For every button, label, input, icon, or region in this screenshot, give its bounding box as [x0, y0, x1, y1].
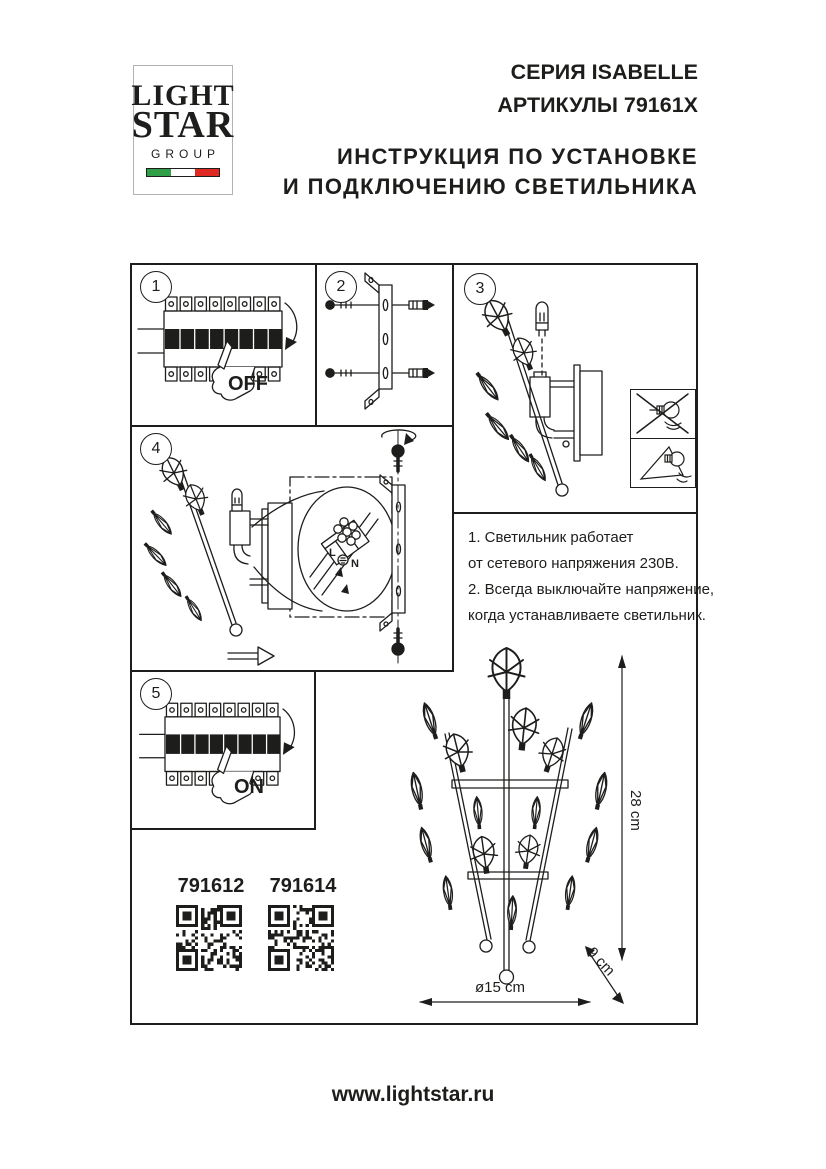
neutral-wire-label: N — [351, 558, 359, 570]
no-touch-bulb-icon — [631, 390, 694, 437]
step4-number-badge: 4 — [140, 433, 172, 465]
article-number: 791614 — [269, 875, 337, 897]
safety-notes — [468, 525, 714, 629]
step5-number-badge: 5 — [140, 678, 172, 710]
article-number: 791612 — [177, 875, 245, 897]
title-line-1: ИНСТРУКЦИЯ ПО УСТАНОВКЕ — [337, 144, 698, 169]
step1-number-badge: 1 — [140, 271, 172, 303]
step4-box — [132, 427, 454, 672]
off-label: OFF — [228, 373, 268, 395]
warning-no-bare-hands — [630, 389, 696, 439]
instruction-title — [283, 142, 698, 202]
cloth-holding-bulb-icon — [631, 439, 694, 486]
qr-code-791614 — [268, 905, 334, 971]
lamp-front-view-drawing — [390, 640, 700, 1025]
step1-box — [132, 265, 317, 427]
step5-box — [132, 672, 316, 830]
live-wire-label: L — [329, 547, 336, 559]
on-label: ON — [234, 776, 264, 798]
logo-word-group: GROUP — [150, 146, 220, 161]
warning-use-cloth — [630, 438, 696, 488]
depth-dimension-label: 9 cm — [583, 944, 619, 980]
series-line: СЕРИЯ ISABELLE — [510, 60, 698, 84]
instruction-panel — [130, 263, 715, 1025]
mounting-wiring-drawing — [132, 427, 452, 670]
note-line: 2. Всегда выключайте напряжение, — [468, 581, 715, 598]
title-line-2: И ПОДКЛЮЧЕНИЮ СВЕТИЛЬНИКА — [282, 174, 698, 199]
series-heading — [497, 56, 698, 122]
product-dimension-drawing — [390, 640, 700, 1025]
step2-box — [317, 265, 454, 427]
logo-word-star: STAR — [131, 104, 235, 147]
website-url: www.lightstar.ru — [331, 1083, 495, 1106]
qr-code-791612 — [176, 905, 242, 971]
articles-line: АРТИКУЛЫ 79161X — [497, 93, 698, 117]
italy-flag-stripe — [146, 168, 220, 177]
note-line: когда устанавливаете светильник. — [468, 607, 706, 624]
step3-number-badge: 3 — [464, 273, 496, 305]
height-dimension-label: 28 cm — [627, 790, 644, 831]
diameter-dimension-label: ø15 cm — [474, 979, 525, 996]
logo-word-light: LIGHT — [131, 79, 235, 113]
note-line: от сетевого напряжения 230В. — [468, 555, 679, 572]
lightstar-logo — [133, 65, 233, 195]
step3-box — [454, 265, 696, 514]
step2-number-badge: 2 — [325, 271, 357, 303]
note-line: 1. Светильник работает — [468, 529, 634, 546]
